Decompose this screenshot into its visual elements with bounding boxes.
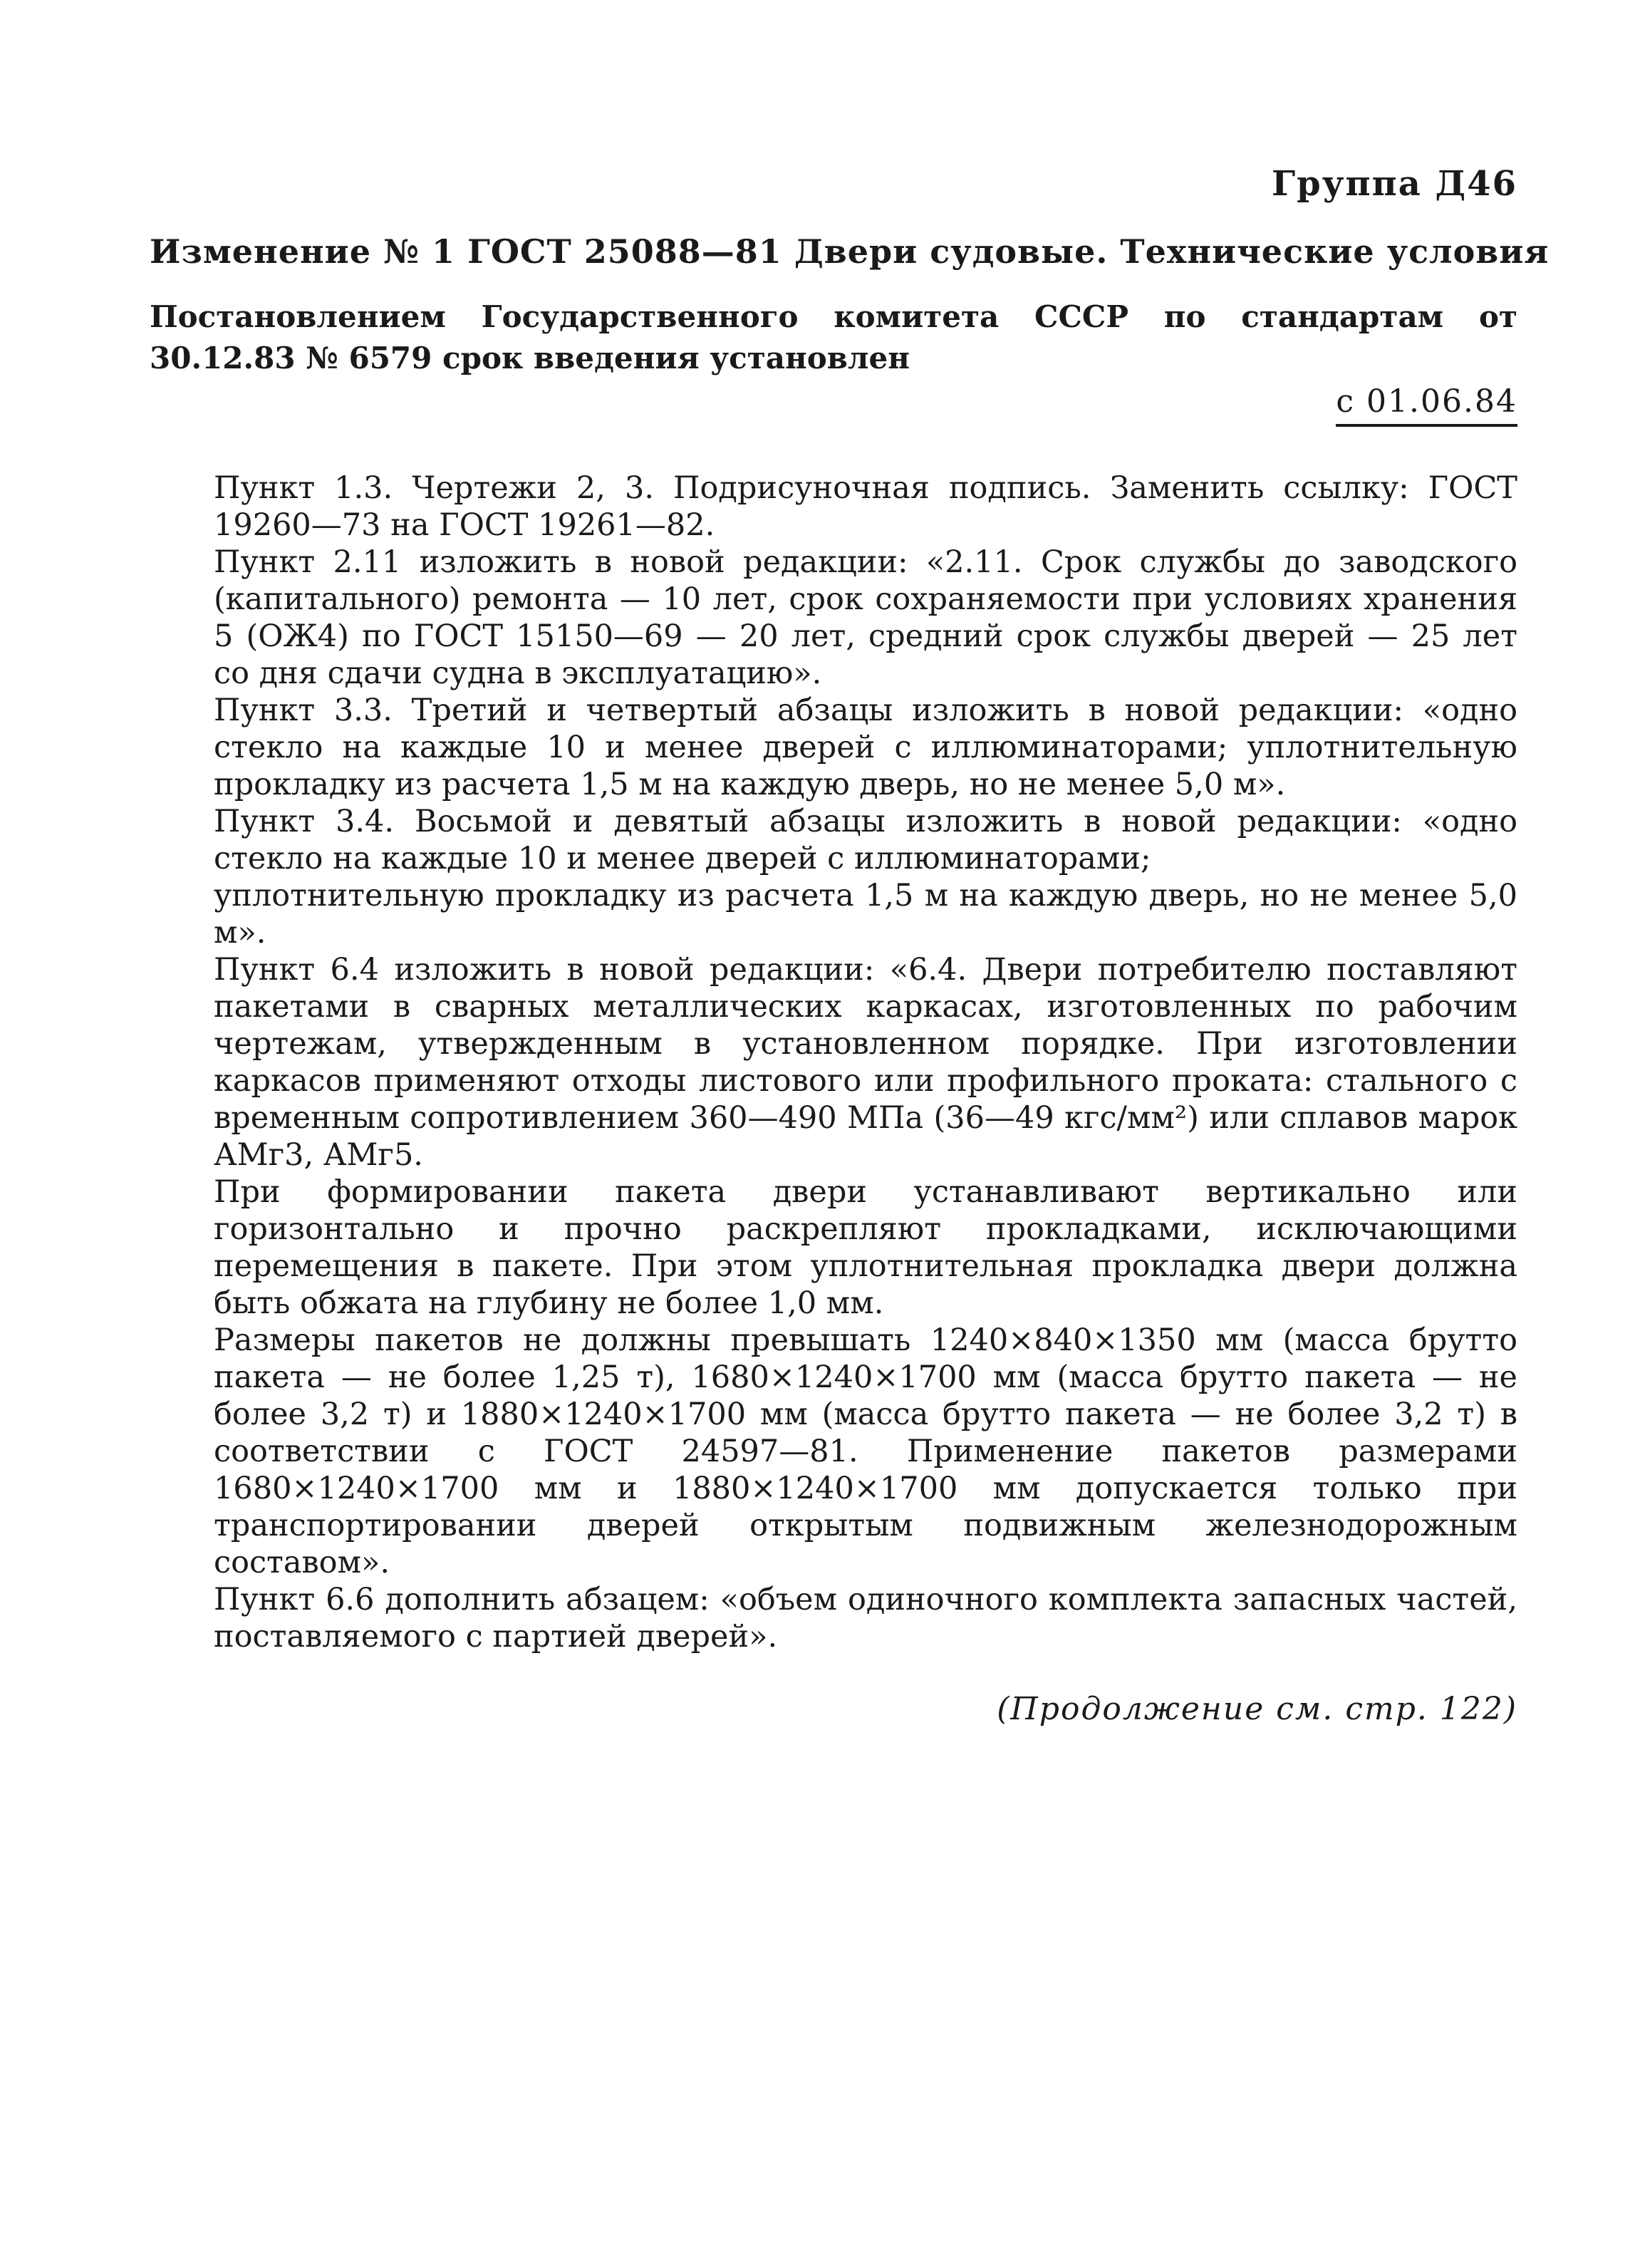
paragraph: Пункт 6.6 дополнить абзацем: «объем одиночного комплекта запасных частей, поставляемого с партией дверей». — [214, 1582, 1517, 1655]
paragraph: При формировании пакета двери устанавливают вертикально или горизонтально и прочно раскрепляют прокладками, исключающими перемещения в пакете. При этом уплотнительная прокладка двери должна быть обжата на глубину не более 1,0 мм. — [214, 1174, 1517, 1321]
paragraph: Пункт 6.4 изложить в новой редакции: «6.4. Двери потребителю поставляют пакетами в сварных металлических каркасах, изготовленных по рабочим чертежам, утвержденным в установленном порядке. При изготовлении каркасов применяют отходы листового или профильного проката: стального с временным сопротивлением 360—490 МПа (36—49 кгс/мм²) или сплавов марок АМг3, АМг5. — [214, 952, 1517, 1173]
paragraph: Пункт 1.3. Чертежи 2, 3. Подрисуночная подпись. Заменить ссылку: ГОСТ 19260—73 на ГОСТ 19261—82. — [214, 470, 1517, 543]
document-page — [150, 164, 1549, 1727]
paragraph: Пункт 3.3. Третий и четвертый абзацы изложить в новой редакции: «одно стекло на каждые 10 и менее дверей с иллюминаторами; уплотнительную прокладку из расчета 1,5 м на каждую дверь, но не менее 5,0 м». — [214, 693, 1517, 802]
decree-text: Постановлением Государственного комитета СССР по стандартам от 30.12.83 № 6579 срок введения установлен — [150, 299, 1517, 376]
decree-date-row — [214, 383, 1517, 427]
paragraph: уплотнительную прокладку из расчета 1,5 м на каждую дверь, но не менее 5,0 м». — [214, 878, 1517, 951]
body-text — [214, 470, 1517, 1655]
group-label: Группа Д46 — [1272, 164, 1517, 204]
effective-date: с 01.06.84 — [1336, 383, 1517, 427]
continuation-note: (Продолжение см. стр. 122) — [997, 1691, 1517, 1727]
change-title: Изменение № 1 ГОСТ 25088—81 Двери судовые. Технические условия — [150, 232, 1549, 271]
paragraph: Пункт 3.4. Восьмой и девятый абзацы изложить в новой редакции: «одно стекло на каждые 10 и менее дверей с иллюминаторами; — [214, 804, 1517, 876]
paragraph: Размеры пакетов не должны превышать 1240×840×1350 мм (масса брутто пакета — не более 1,25 т), 1680×1240×1700 мм (масса брутто пакета — не более 3,2 т) и 1880×1240×1700 мм (масса брутто пакета — не более 3,2 т) в соответствии с ГОСТ 24597—81. Применение пакетов размерами 1680×1240×1700 мм и 1880×1240×1700 мм допускается только при транспортировании дверей открытым подвижным железнодорожным составом». — [214, 1322, 1517, 1580]
paragraph: Пункт 2.11 изложить в новой редакции: «2.11. Срок службы до заводского (капитального) ремонта — 10 лет, срок сохраняемости при условиях хранения 5 (ОЖ4) по ГОСТ 15150—69 — 20 лет, средний срок службы дверей — 25 лет со дня сдачи судна в эксплуатацию». — [214, 544, 1517, 691]
